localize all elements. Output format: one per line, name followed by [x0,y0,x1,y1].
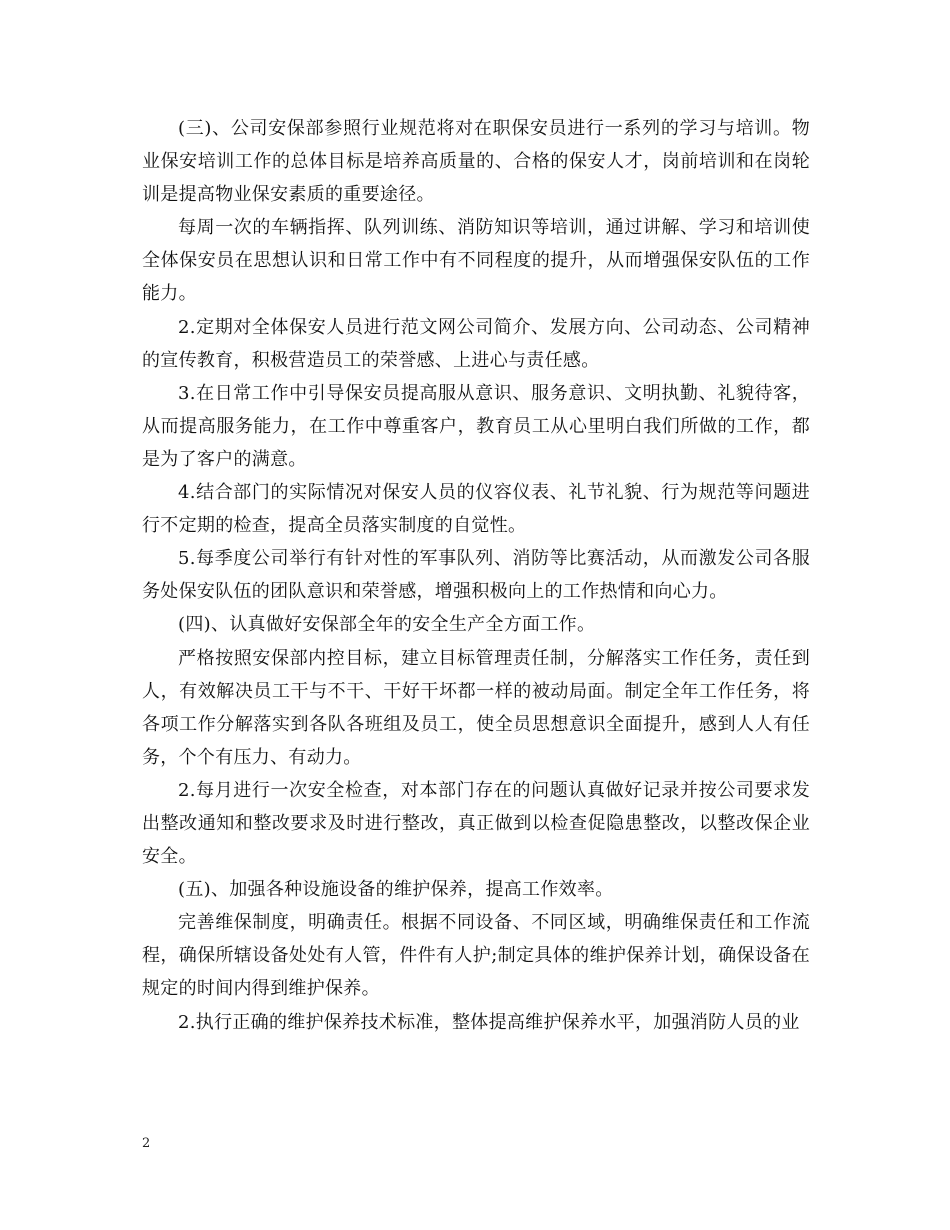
paragraph-section-three-training: (三)、公司安保部参照行业规范将对在职保安员进行一系列的学习与培训。物业保安培训工作的总体目标是培养高质量的、合格的保安人才，岗前培训和在岗轮训是提高物业保安素质的重要途径。 [142,118,810,206]
paragraph-responsibility-system: 严格按照安保部内控目标，建立目标管理责任制，分解落实工作任务，责任到人，有效解决员工干与不干、干好干坏都一样的被动局面。制定全年工作任务，将各项工作分解落实到各队各班组及员工，使全员思想意识全面提升，感到人人有任务，个个有压力、有动力。 [142,647,810,768]
paragraph-item-2-publicity: 2.定期对全体保安人员进行范文网公司简介、发展方向、公司动态、公司精神的宣传教育，积极营造员工的荣誉感、上进心与责任感。 [142,316,810,371]
paragraph-weekly-training: 每周一次的车辆指挥、队列训练、消防知识等培训，通过讲解、学习和培训使全体保安员在思想认识和日常工作中有不同程度的提升，从而增强保安队伍的工作能力。 [142,217,810,305]
document-body [142,112,810,1039]
paragraph-item-5-competition: 5.每季度公司举行有针对性的军事队列、消防等比赛活动，从而激发公司各服务处保安队伍的团队意识和荣誉感，增强积极向上的工作热情和向心力。 [142,548,810,603]
paragraph-maintenance-standards: 2.执行正确的维护保养技术标准，整体提高维护保养水平，加强消防人员的业 [178,1011,800,1033]
paragraph-item-3-service: 3.在日常工作中引导保安员提高服从意识、服务意识、文明执勤、礼貌待客，从而提高服务能力，在工作中尊重客户，教育员工从心里明白我们所做的工作，都是为了客户的满意。 [142,382,810,470]
paragraph-section-four-heading: (四)、认真做好安保部全年的安全生产全方面工作。 [178,614,596,636]
paragraph-maintenance-system: 完善维保制度，明确责任。根据不同设备、不同区域，明确维保责任和工作流程，确保所辖设备处处有人管，件件有人护;制定具体的维护保养计划，确保设备在规定的时间内得到维护保养。 [142,912,810,1000]
paragraph-monthly-safety-check: 2.每月进行一次安全检查，对本部门存在的问题认真做好记录并按公司要求发出整改通知和整改要求及时进行整改，真正做到以检查促隐患整改，以整改保企业安全。 [142,779,810,868]
paragraph-section-five-heading: (五)、加强各种设施设备的维护保养，提高工作效率。 [178,879,614,901]
paragraph-item-4-inspection: 4.结合部门的实际情况对保安人员的仪容仪表、礼节礼貌、行为规范等问题进行不定期的检查，提高全员落实制度的自觉性。 [142,482,810,537]
page-number: 2 [142,1136,151,1151]
